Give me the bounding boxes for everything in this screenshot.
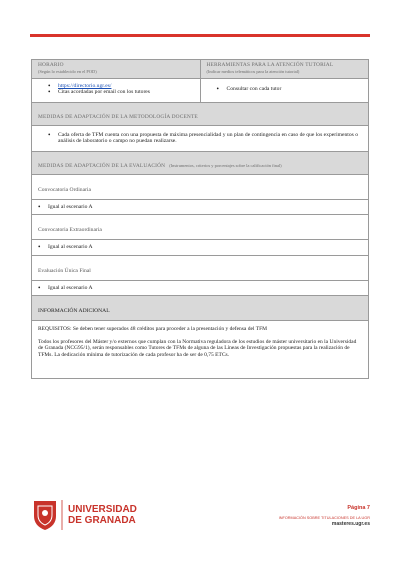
bullet-icon: • xyxy=(38,243,41,252)
unica-item-text: Igual al escenario A xyxy=(48,284,93,291)
footer-info-line: INFORMACIÓN SOBRE TITULACIONES DE LA UGR xyxy=(278,516,370,520)
logo-line1: UNIVERSIDAD xyxy=(68,504,137,515)
footer-site[interactable]: masteres.ugr.es xyxy=(331,521,370,527)
bullet-icon: • xyxy=(38,203,41,211)
logo-line2: DE GRANADA xyxy=(68,515,136,526)
profesores-text: Todos los profesores del Máster y/o externos que cumplan con la Normativa reguladora de los estudios de máster universitario en la Universidad de Granada (NCG95/1), serán responsables como Tutores de TFMs de alguna de las Líneas de Investigación propuestas para la realización de TFMs. La dedicación mínima de tutorización de cada profesor ha de ser de 0,75 ETCs. xyxy=(38,338,357,358)
info-header xyxy=(32,296,369,321)
info-title: INFORMACIÓN ADICIONAL xyxy=(38,308,110,315)
horario-title: HORARIO xyxy=(38,62,64,68)
horario-header xyxy=(32,60,201,79)
list-item xyxy=(38,244,362,250)
bullet-icon: • xyxy=(216,85,219,93)
bullet-icon: • xyxy=(48,131,51,139)
metodologia-header xyxy=(32,103,369,126)
page-number: Página 7 xyxy=(347,505,370,511)
herramientas-title: HERRAMIENTAS PARA LA ATENCIÓN TUTORIAL xyxy=(206,62,334,68)
ugr-logo xyxy=(30,497,180,536)
metodologia-item-text: Cada oferta de TFM cuenta con una propuesta de máxima presencialidad y un plan de contingencia en caso de que los experimentos o análisis de laboratorio o campo no puedan realizarse. xyxy=(58,132,358,145)
list-item xyxy=(217,86,363,92)
horario-subtitle: (Según lo establecido en el POD) xyxy=(38,69,97,74)
ordinaria-item-row xyxy=(32,200,369,215)
info-content xyxy=(32,321,369,379)
list-item xyxy=(38,285,362,291)
extraordinaria-item-text: Igual al escenario A xyxy=(48,244,93,251)
ordinaria-label: Convocatoria Ordinaria xyxy=(38,187,91,193)
unica-item-row xyxy=(32,280,369,295)
evaluacion-title-note: (Instrumentos, criterios y porcentajes sobre la calificación final) xyxy=(169,163,282,168)
requisitos-text: REQUISITOS: Se deben tener superados 48 créditos para proceder a la presentación y defensa del TFM xyxy=(38,326,268,333)
unica-row xyxy=(32,255,369,280)
list-item xyxy=(48,89,194,95)
extraordinaria-label: Convocatoria Extraordinaria xyxy=(38,227,102,234)
herramientas-subtitle: (Indicar medios telemáticos para la atención tutorial) xyxy=(206,69,300,74)
extraordinaria-row xyxy=(32,215,369,240)
extraordinaria-item-row xyxy=(32,240,369,255)
bullet-icon: • xyxy=(38,283,41,292)
metodologia-content xyxy=(32,126,369,152)
bullet-icon: • xyxy=(48,82,51,90)
metodologia-title: MEDIDAS DE ADAPTACIÓN DE LA METODOLOGÍA DOCENTE xyxy=(38,114,198,120)
evaluacion-header xyxy=(32,152,369,175)
herramientas-item-text: Consultar con cada tutor xyxy=(226,86,282,92)
list-item xyxy=(38,204,362,210)
bullet-icon: • xyxy=(48,88,51,97)
top-accent-bar xyxy=(30,34,370,37)
list-item xyxy=(48,132,362,145)
horario-content xyxy=(32,79,201,103)
unica-label: Evaluación Única Final xyxy=(38,267,91,274)
ordinaria-item-text: Igual al escenario A xyxy=(48,204,93,210)
evaluacion-title: MEDIDAS DE ADAPTACIÓN DE LA EVALUACIÓN xyxy=(38,163,166,169)
herramientas-header xyxy=(200,60,369,79)
directorio-link[interactable]: https://directorio.ugr.es/ xyxy=(58,83,112,89)
horario-item-text: Citas acordadas por email con los tutores xyxy=(58,89,150,96)
footer-info xyxy=(279,505,370,527)
guide-table xyxy=(31,59,369,379)
herramientas-content xyxy=(200,79,369,103)
ordinaria-row xyxy=(32,175,369,200)
